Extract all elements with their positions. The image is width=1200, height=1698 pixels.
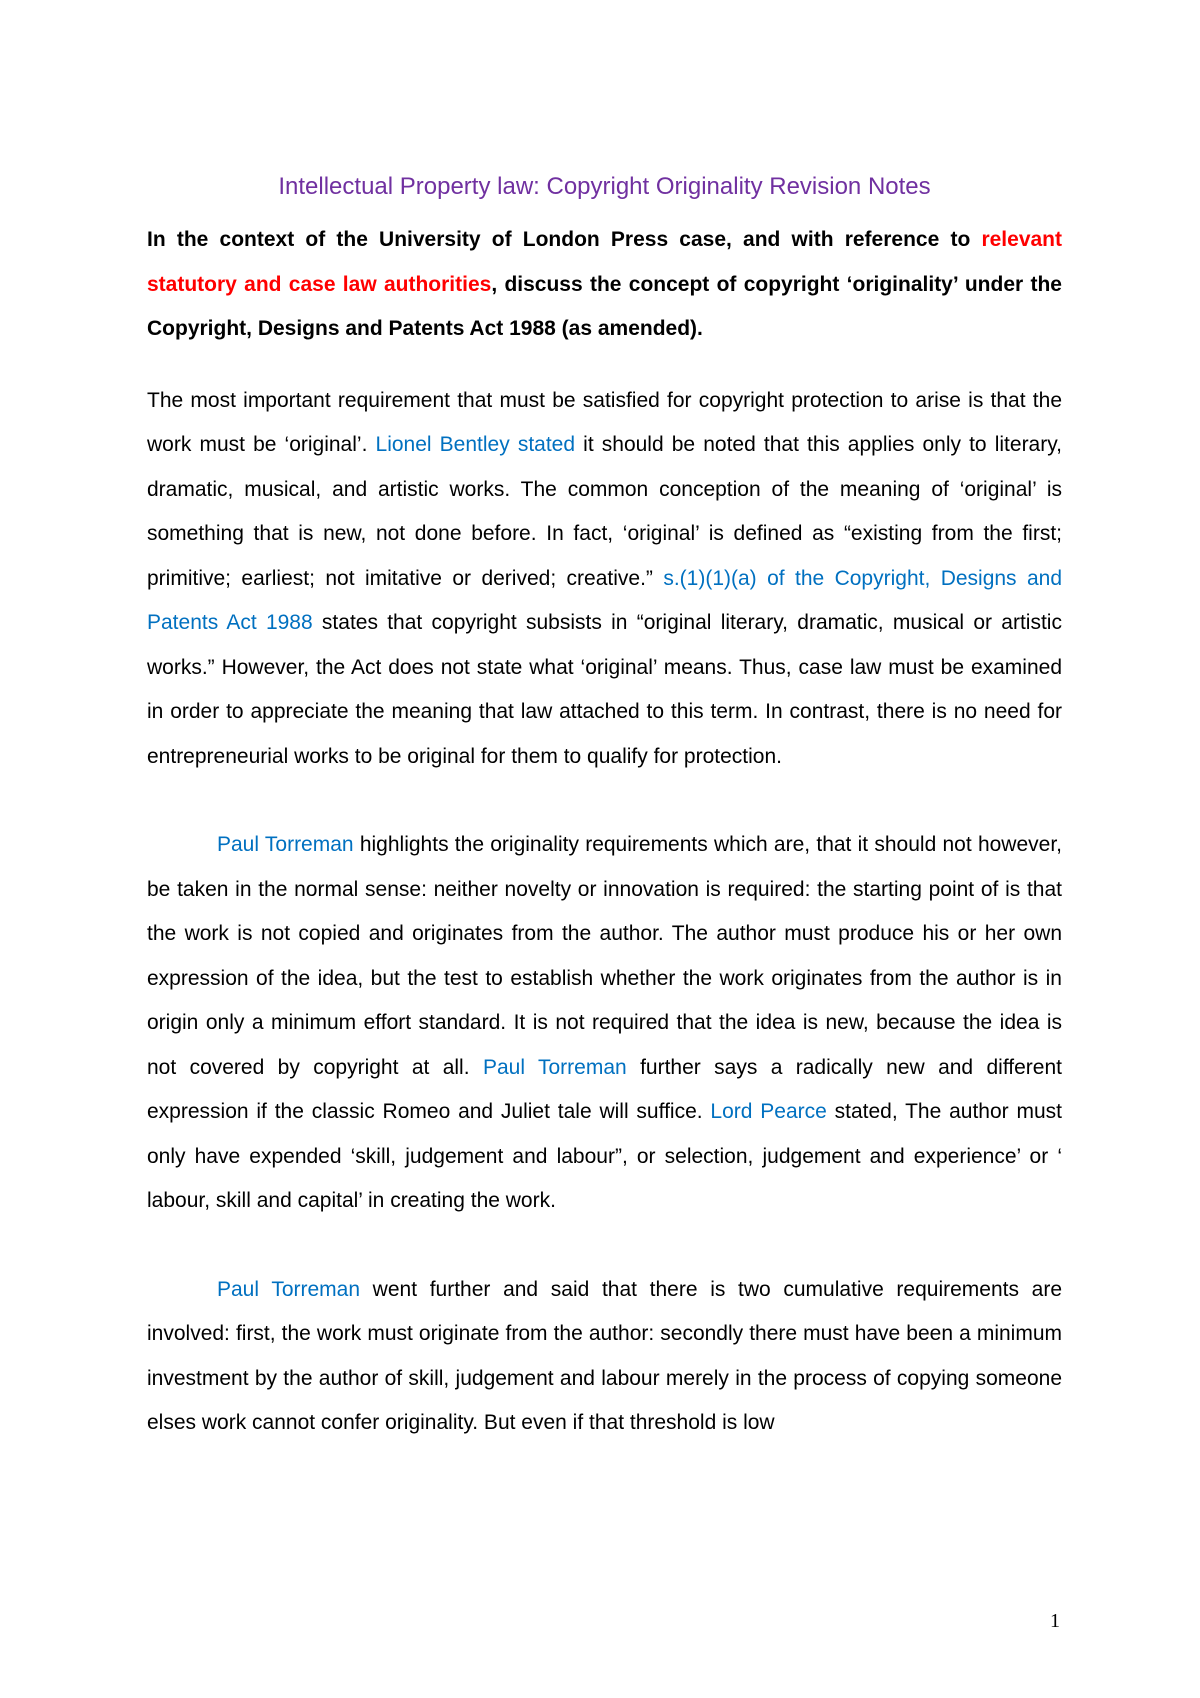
document-body xyxy=(147,170,1062,1446)
essay-question xyxy=(147,218,1062,352)
body-text: states that copyright subsists in “original literary, dramatic, musical or artistic works.” However, the Act does not state what ‘original’ means. Thus, case law must be examined in order to appreciate the meaning that law attached to this term. In contrast, there is no need for entrepreneurial works to be original for them to qualify for protection. xyxy=(147,611,1062,768)
question-text: In the context of the University of London Press case, and with reference to xyxy=(147,228,982,251)
paragraph-2 xyxy=(147,823,1062,1224)
paragraph-3 xyxy=(147,1268,1062,1446)
statute-reference: s.(1)(1)(a) of the Copyright, Designs and Patents Act 1988 xyxy=(147,566,1062,634)
body-text: highlights the originality requirements which are, that it should not however, be taken in the normal sense: neither novelty or innovation is required: the starting point of is that the work is not copied and originates from the author. The author must produce his or her own expression of the idea, but the test to establish whether the work originates from the author is in origin only a minimum effort standard. It is not required that the idea is new, because the idea is not covered by copyright at all. xyxy=(147,833,1062,1079)
body-text: The most important requirement that must be satisfied for copyright protection to arise is that the work must be ‘original’. xyxy=(147,388,1062,456)
page-number: 1 xyxy=(1050,1610,1060,1632)
body-text: it should be noted that this applies only to literary, dramatic, musical, and artistic works. The common conception of the meaning of ‘original’ is something that is new, not done before. In fact, ‘original’ is defined as “existing from the first; primitive; earliest; not imitative or derived; creative.” xyxy=(147,433,1063,590)
paragraph-1 xyxy=(147,379,1062,780)
paragraph-spacer xyxy=(147,779,1062,823)
document-title: Intellectual Property law: Copyright Originality Revision Notes xyxy=(278,173,931,200)
question-emphasis: relevant statutory and case law authorities xyxy=(147,228,1062,296)
author-reference: Paul Torreman xyxy=(217,833,354,856)
judge-reference: Lord Pearce xyxy=(710,1100,827,1123)
body-text: went further and said that there is two cumulative requirements are involved: first, the work must originate from the author: secondly there must have been a minimum investment by the author of skill, judgement and labour merely in the process of copying someone elses work cannot confer originality. But even if that threshold is low xyxy=(147,1277,1062,1434)
author-reference: Paul Torreman xyxy=(217,1277,361,1301)
question-text: , discuss the concept of copyright ‘originality’ under the Copyright, Designs and Patents Act 1988 (as amended). xyxy=(147,272,1062,340)
author-reference: Lionel Bentley stated xyxy=(375,433,576,456)
paragraph-spacer xyxy=(147,1224,1062,1268)
body-text: further says a radically new and different expression if the classic Romeo and Juliet tale will suffice. xyxy=(147,1055,1062,1123)
body-text: stated, The author must only have expended ‘skill, judgement and labour”, or selection, judgement and experience’ or ‘ labour, skill and capital’ in creating the work. xyxy=(147,1100,1062,1212)
author-reference: Paul Torreman xyxy=(482,1055,627,1079)
